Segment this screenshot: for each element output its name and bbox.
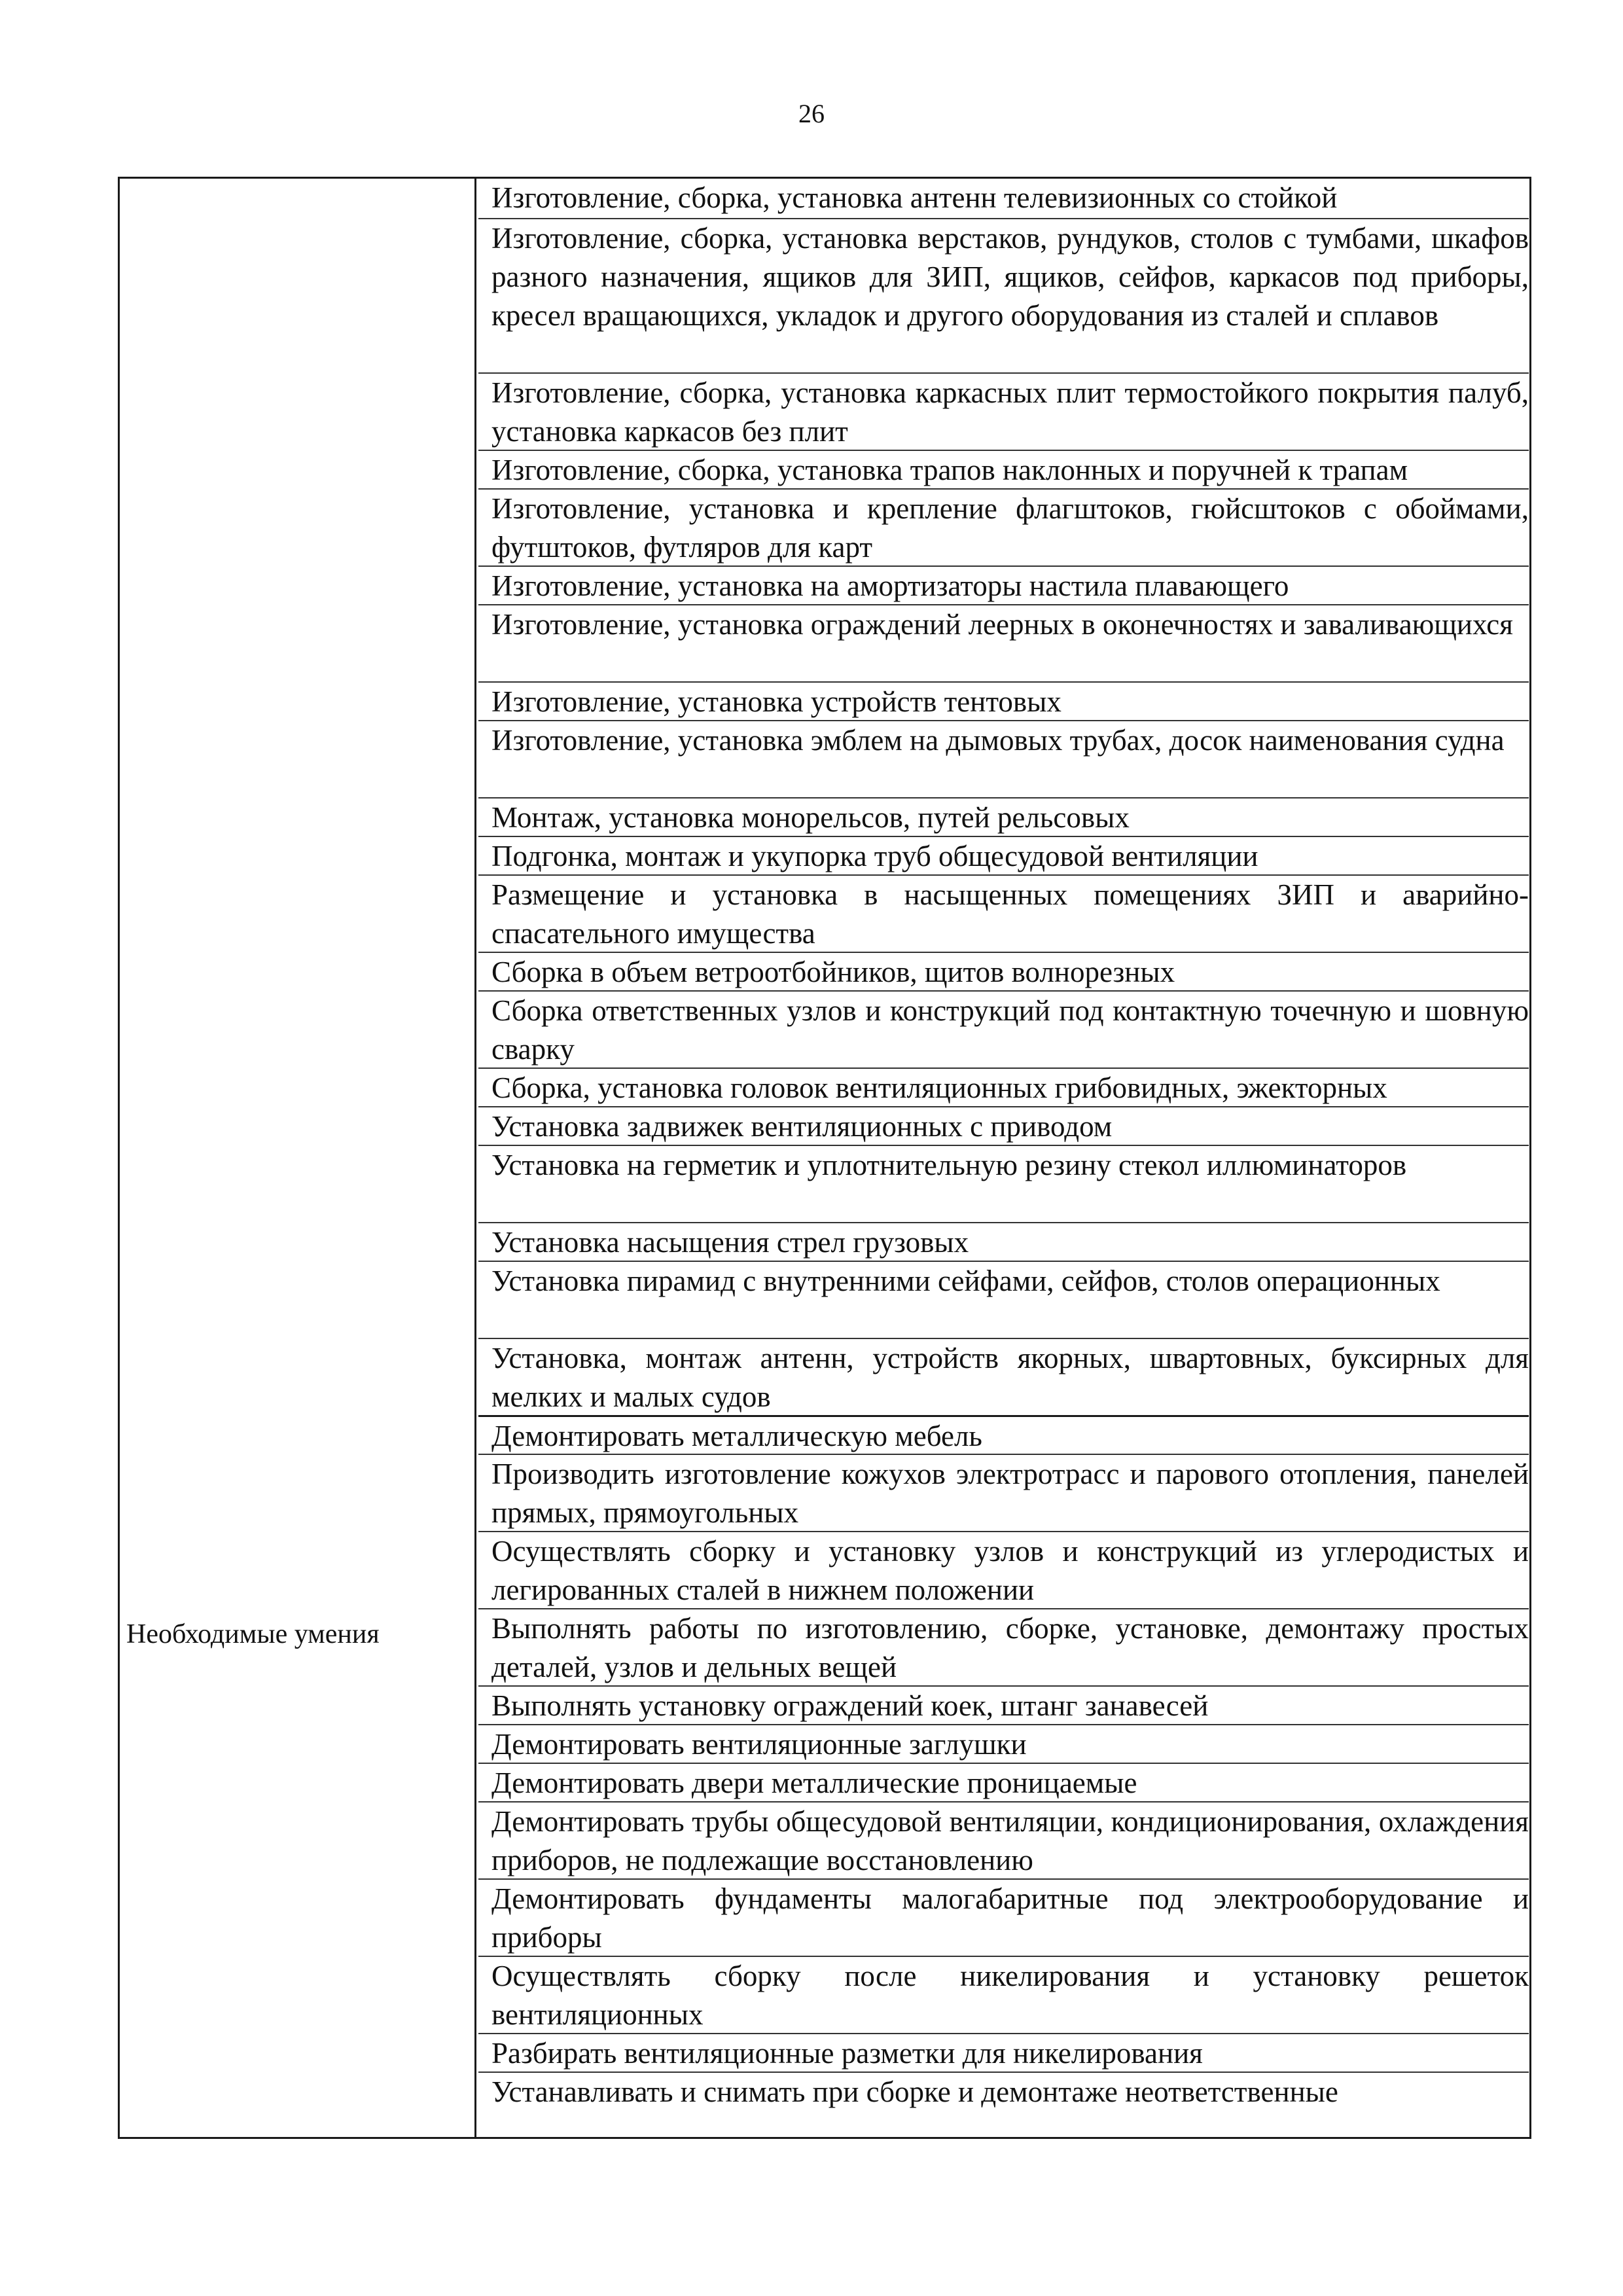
table-row: Изготовление, установка устройств тентовых (478, 681, 1529, 720)
table-row: Сборка в объем ветроотбойников, щитов волнорезных (478, 952, 1529, 990)
table-row: Сборка ответственных узлов и конструкций под контактную точечную и шовную сварку (478, 990, 1529, 1067)
table-row: Производить изготовление кожухов электротрасс и парового отопления, панелей прямых, прямоугольных (478, 1454, 1529, 1531)
table-row: Выполнять установку ограждений коек, штанг занавесей (478, 1685, 1529, 1724)
table-row: Осуществлять сборку и установку узлов и конструкций из углеродистых и легированных сталей в нижнем положении (478, 1531, 1529, 1608)
table-row: Установка на герметик и уплотнительную резину стекол иллюминаторов (478, 1145, 1529, 1222)
table-row: Демонтировать фундаменты малогабаритные под электрооборудование и приборы (478, 1878, 1529, 1956)
table-row: Осуществлять сборку после никелирования и установку решеток вентиляционных (478, 1956, 1529, 2033)
left-column (120, 179, 476, 2137)
table-row: Изготовление, сборка, установка антенн телевизионных со стойкой (491, 181, 1338, 214)
table-row: Изготовление, сборка, установка трапов наклонных и поручней к трапам (478, 450, 1529, 488)
table-row: Монтаж, установка монорельсов, путей рельсовых (478, 797, 1529, 836)
table-row: Устанавливать и снимать при сборке и демонтаже неответственные (478, 2072, 1529, 2137)
table-row: Разбирать вентиляционные разметки для никелирования (478, 2033, 1529, 2072)
table-row: Изготовление, установка и крепление флагштоков, гюйсштоков с обоймами, футштоков, футляров для карт (478, 488, 1529, 565)
competency-table (118, 177, 1531, 2139)
table-row: Демонтировать двери металлические проницаемые (478, 1763, 1529, 1801)
table-row: Установка задвижек вентиляционных с приводом (478, 1106, 1529, 1145)
page-number: 26 (798, 99, 825, 128)
table-row: Сборка, установка головок вентиляционных грибовидных, эжекторных (478, 1067, 1529, 1106)
table-row: Размещение и установка в насыщенных помещениях ЗИП и аварийно-спасательного имущества (478, 874, 1529, 952)
table-row: Установка насыщения стрел грузовых (478, 1222, 1529, 1261)
table-row: Выполнять работы по изготовлению, сборке, установке, демонтажу простых деталей, узлов и дельных вещей (478, 1608, 1529, 1685)
table-row: Демонтировать металлическую мебель (478, 1415, 1529, 1454)
table-row: Демонтировать вентиляционные заглушки (478, 1724, 1529, 1763)
table-row: Изготовление, сборка, установка каркасных плит термостойкого покрытия палуб, установка каркасов без плит (478, 372, 1529, 450)
table-row: Изготовление, сборка, установка верстаков, рундуков, столов с тумбами, шкафов разного назначения, ящиков для ЗИП, ящиков, сейфов, каркасов под приборы, кресел вращающихся, укладок и другого оборудования из сталей и сплавов (478, 218, 1529, 372)
table-row: Подгонка, монтаж и укупорка труб общесудовой вентиляции (478, 836, 1529, 874)
table-row: Демонтировать трубы общесудовой вентиляции, кондиционирования, охлаждения приборов, не подлежащие восстановлению (478, 1801, 1529, 1878)
table-row: Установка, монтаж антенн, устройств якорных, швартовных, буксирных для мелких и малых судов (478, 1338, 1529, 1415)
table-row: Изготовление, установка ограждений леерных в оконечностях и заваливающихся (478, 604, 1529, 681)
section-label-skills: Необходимые умения (126, 1619, 380, 1649)
table-row: Изготовление, установка на амортизаторы настила плавающего (478, 565, 1529, 604)
table-row: Установка пирамид с внутренними сейфами, сейфов, столов операционных (478, 1261, 1529, 1338)
table-row: Изготовление, установка эмблем на дымовых трубах, досок наименования судна (478, 720, 1529, 797)
